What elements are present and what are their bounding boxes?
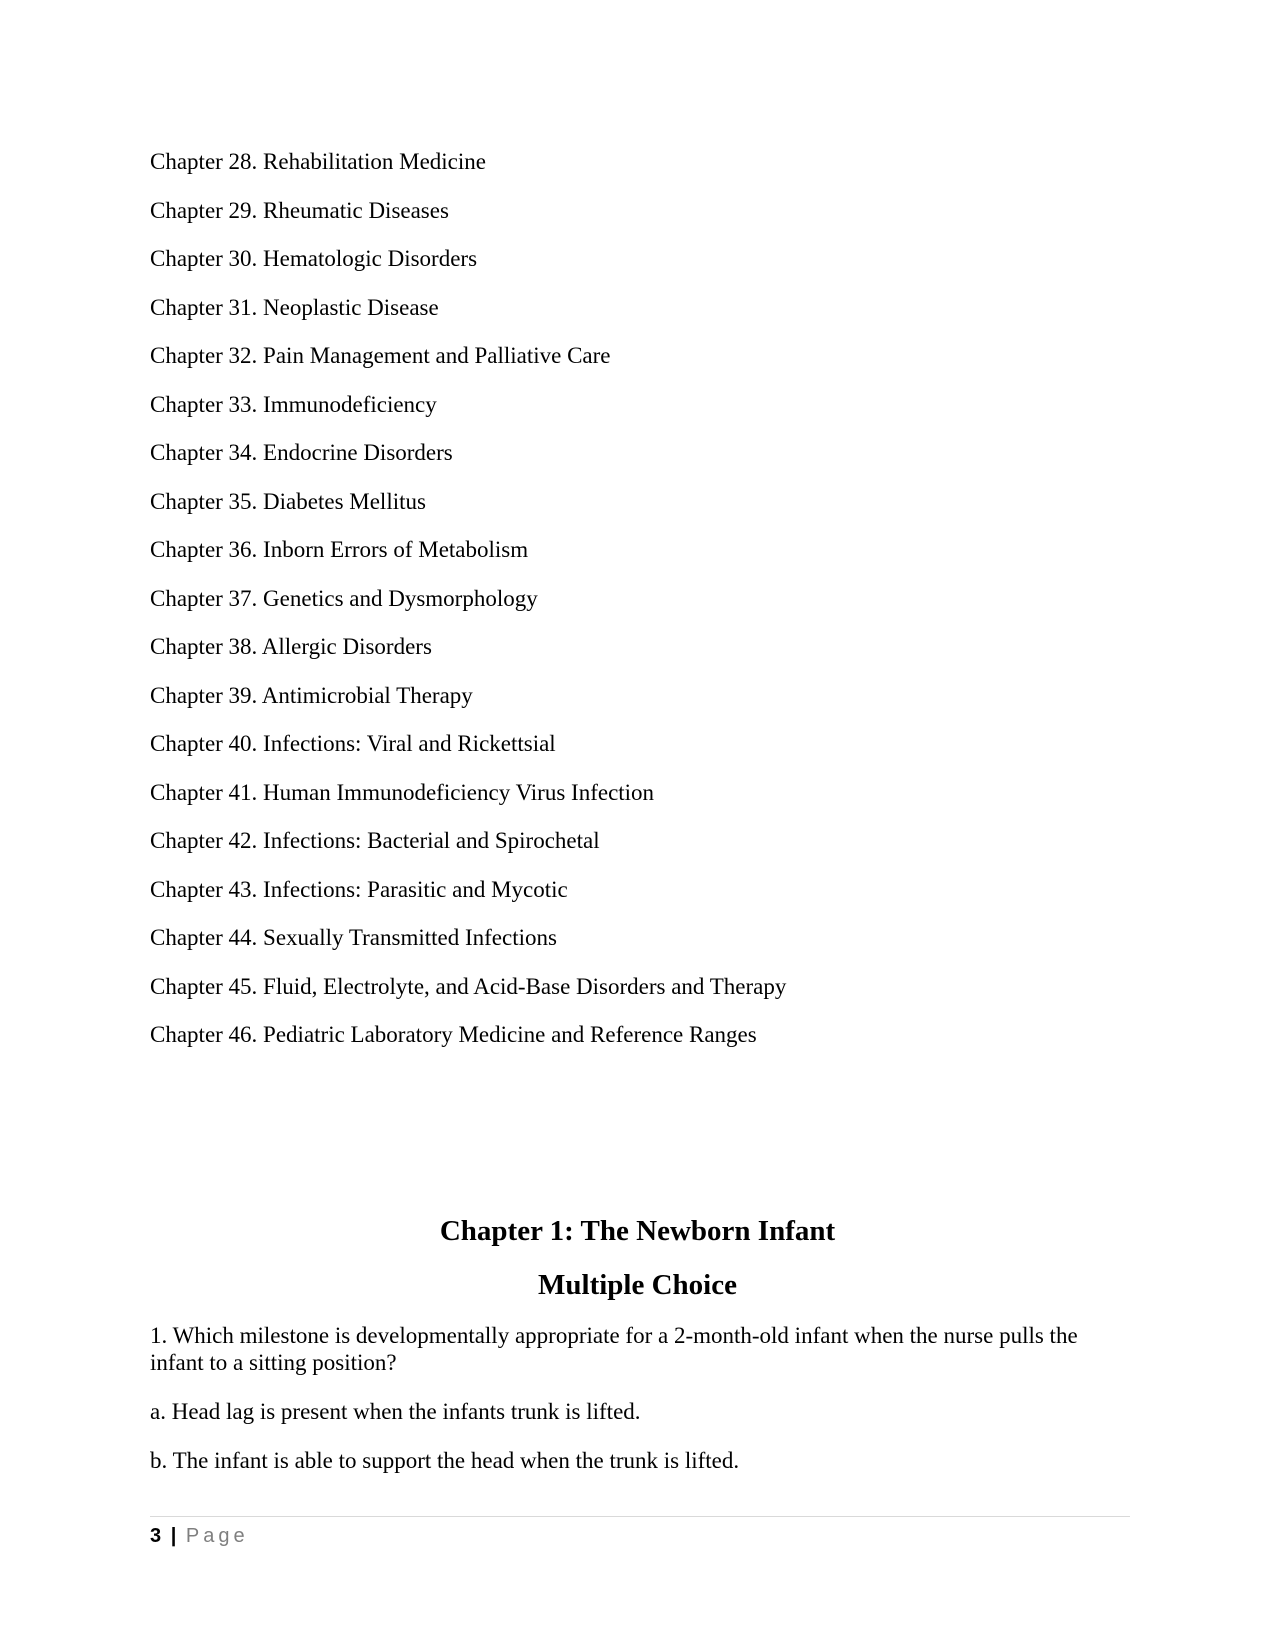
toc-item: Chapter 42. Infections: Bacterial and Spirochetal <box>150 828 600 853</box>
toc-item: Chapter 40. Infections: Viral and Rickettsial <box>150 731 556 756</box>
toc-item: Chapter 35. Diabetes Mellitus <box>150 488 426 514</box>
toc-item: Chapter 31. Neoplastic Disease <box>150 294 439 320</box>
page-footer <box>150 1522 249 1550</box>
toc-item: Chapter 36. Inborn Errors of Metabolism <box>150 537 529 562</box>
answer-option-b: b. The infant is able to support the head when the trunk is lifted. <box>150 1448 740 1473</box>
toc-item: Chapter 39. Antimicrobial Therapy <box>150 682 473 708</box>
toc-item: Chapter 43. Infections: Parasitic and Mycotic <box>150 876 568 902</box>
toc-item: Chapter 45. Fluid, Electrolyte, and Acid-Base Disorders and Therapy <box>150 973 787 999</box>
toc-item: Chapter 38. Allergic Disorders <box>150 634 432 659</box>
question-text: 1. Which milestone is developmentally appropriate for a 2-month-old infant when the nurse pulls the infant to a sitting position? <box>150 1323 1078 1375</box>
page-label: Page <box>185 1525 249 1547</box>
toc-item: Chapter 33. Immunodeficiency <box>150 391 437 417</box>
toc-item: Chapter 46. Pediatric Laboratory Medicine and Reference Ranges <box>150 1022 757 1047</box>
toc-item: Chapter 29. Rheumatic Diseases <box>150 197 449 223</box>
toc-item: Chapter 41. Human Immunodeficiency Virus Infection <box>150 779 655 805</box>
toc-item: Chapter 30. Hematologic Disorders <box>150 246 478 271</box>
page-number: 3 <box>150 1525 162 1547</box>
toc-item: Chapter 28. Rehabilitation Medicine <box>150 149 486 174</box>
toc-item: Chapter 44. Sexually Transmitted Infections <box>150 925 557 950</box>
table-of-contents <box>150 148 786 1070</box>
chapter-title: Chapter 1: The Newborn Infant <box>439 1215 836 1247</box>
toc-item: Chapter 34. Endocrine Disorders <box>150 440 453 465</box>
toc-item: Chapter 37. Genetics and Dysmorphology <box>150 585 538 611</box>
footer-divider <box>150 1516 1130 1517</box>
toc-item: Chapter 32. Pain Management and Palliative Care <box>150 343 611 368</box>
answer-option-a: a. Head lag is present when the infants trunk is lifted. <box>150 1399 641 1424</box>
page-separator: | <box>170 1525 177 1547</box>
section-title: Multiple Choice <box>538 1269 737 1301</box>
